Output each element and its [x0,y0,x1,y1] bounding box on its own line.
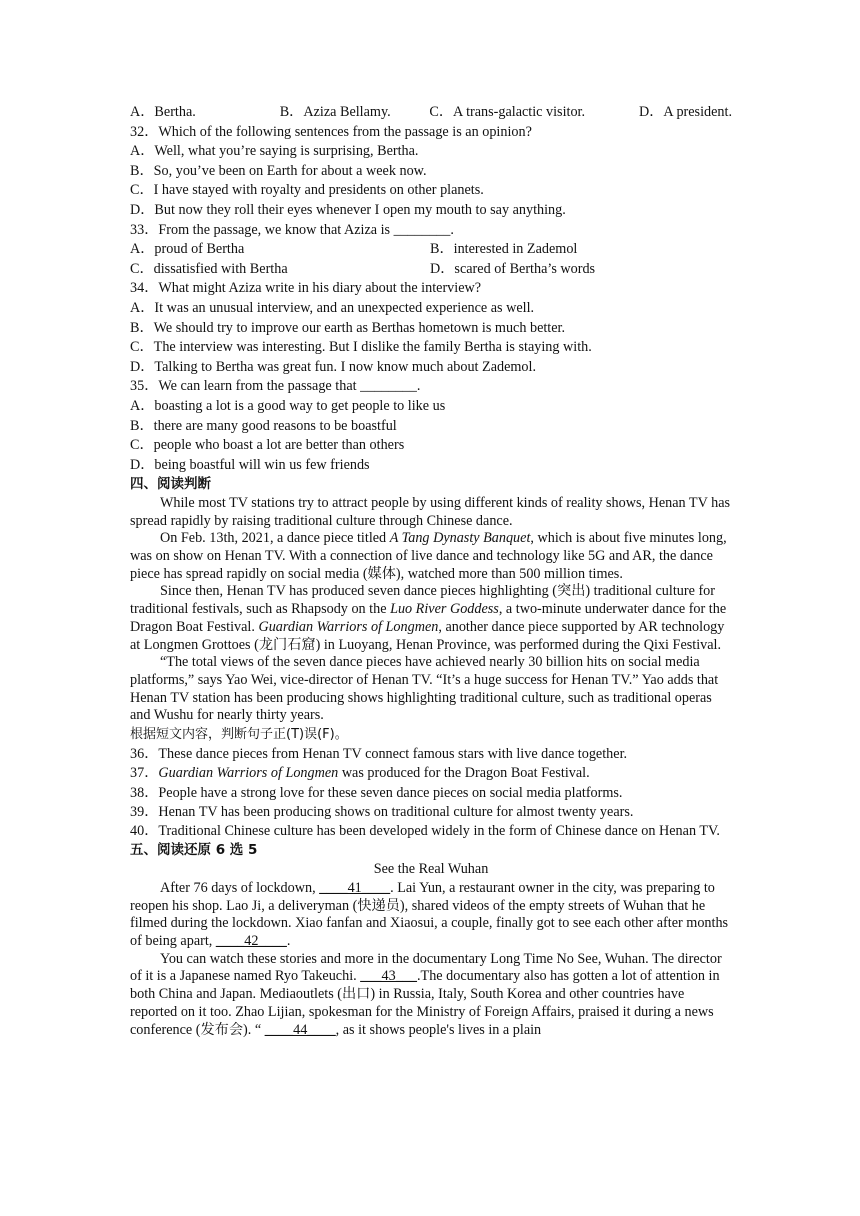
option: B．interested in Zademol [430,241,578,258]
question: 40．Traditional Chinese culture has been developed widely in the form of Chinese dance on Henan TV. [130,822,720,839]
blank-42: ____42____ [215,932,287,949]
option: D．Talking to Bertha was great fun. I now know much about Zademol. [130,358,537,375]
work-title: Luo River Goddess [390,601,499,618]
option: B．So, you’ve been on Earth for about a week now. [130,162,427,179]
option: D．being boastful will win us few friends [130,456,370,473]
option: A．boasting a lot is a good way to get people to like us [130,397,446,414]
paragraph: While most TV stations try to attract people by using different kinds of reality shows, Henan TV has spread rapidly by raising traditional culture through Chinese dance. [130,494,731,529]
question-stem: 35．We can learn from the passage that ________. [130,378,421,395]
question-stem: 33．From the passage, we know that Aziza is ________. [130,221,454,238]
blank-41: ____41____ [319,879,391,896]
paragraph: You can watch these stories and more in the documentary Long Time No See, Wuhan. The director of it is a Japanese named Ryo Takeuchi. ___43___.The documentary also has gotten a lot of attention in both China and Japan. Mediaoutlets (出口) in Russia, Italy, South Korea and other countries have reported on it too. Zhao Lijian, spokesman for the Ministry of Foreign Affairs, praised it during a news conference (发布会). “ ____44____, as it shows people's lives in a plain [130,950,722,1038]
question: 39．Henan TV has been producing shows on traditional culture for almost twenty years. [130,804,634,821]
paragraph: Since then, Henan TV has produced seven dance pieces highlighting (突出) traditional culture for traditional festivals, such as Rhapsody on the Luo River Goddess, a two-minute underwater dance for the Dragon Boat Festival. Guardian Warriors of Longmen, another dance piece supported by AR technology at Longmen Grottoes (龙门石窟) in Luoyang, Henan Province, was performed during the Qixi Festival. [130,583,727,653]
section-heading: 五、阅读还原 6 选 5 [130,841,258,858]
exam-page [130,103,732,1039]
blank-44: ____44____ [264,1021,336,1038]
paragraph: “The total views of the seven dance pieces have achieved nearly 30 billion hits on social media platforms,” says Yao Wei, vice-director of Henan TV. “It’s a huge success for Henan TV.” Yao adds that Henan TV station has been producing shows highlighting traditional culture, such as traditional operas and Wushu for nearly thirty years. [130,654,719,724]
option: A．Well, what you’re saying is surprising, Bertha. [130,143,419,160]
option: B．Aziza Bellamy. [279,104,391,120]
option: A．It was an unusual interview, and an unexpected experience as well. [130,299,535,316]
option: D．A president. [639,104,732,120]
option: C．The interview was interesting. But I dislike the family Bertha is staying with. [130,339,592,356]
question-stem: 32．Which of the following sentences from the passage is an opinion? [130,123,532,140]
q33-options-row [130,260,732,280]
question: 36．These dance pieces from Henan TV connect famous stars with live dance together. [130,745,628,762]
question: 37．Guardian Warriors of Longmen was produced for the Dragon Boat Festival. [130,765,590,782]
work-title: A Tang Dynasty Banquet [389,530,531,547]
option: A．proud of Bertha [130,241,245,258]
question-stem: 34．What might Aziza write in his diary about the interview? [130,280,482,297]
option: A．Bertha. [130,104,196,120]
work-title: Guardian Warriors of Longmen [258,618,439,635]
instruction: 根据短文内容，判断句子正(T)误(F)。 [130,727,348,743]
work-title: Guardian Warriors of Longmen [158,765,339,782]
q31-options [130,103,732,123]
question: 38．People have a strong love for these seven dance pieces on social media platforms. [130,784,623,801]
q33-options-row [130,240,732,260]
section-heading: 四、阅读判断 [130,476,211,493]
option: C．A trans-galactic visitor. [429,104,586,120]
option: D．But now they roll their eyes whenever I open my mouth to say anything. [130,201,566,218]
paragraph: On Feb. 13th, 2021, a dance piece titled A Tang Dynasty Banquet, which is about five minutes long, was on show on Henan TV. With a connection of live dance and technology like 5G and AR, the dance piece has spread rapidly on social media (媒体), watched more than 500 million times. [130,530,727,582]
option: C．I have stayed with royalty and presidents on other planets. [130,182,484,199]
option: B．We should try to improve our earth as Berthas hometown is much better. [130,319,566,336]
option: D．scared of Bertha’s words [430,260,596,277]
passage-title: See the Real Wuhan [373,861,489,878]
paragraph: After 76 days of lockdown, ____41____. Lai Yun, a restaurant owner in the city, was preparing to reopen his shop. Lao Ji, a deliveryman (快递员), shared videos of the empty streets of Wuhan that he filmed during the lockdown. Xiao fanfan and Xiaosui, a couple, finally got to see each other after months of being apart, ____42____. [130,879,729,949]
option: B．there are many good reasons to be boastful [130,417,397,434]
option: C．dissatisfied with Bertha [130,260,288,277]
blank-43: ___43___ [360,968,417,985]
option: C．people who boast a lot are better than others [130,437,405,454]
